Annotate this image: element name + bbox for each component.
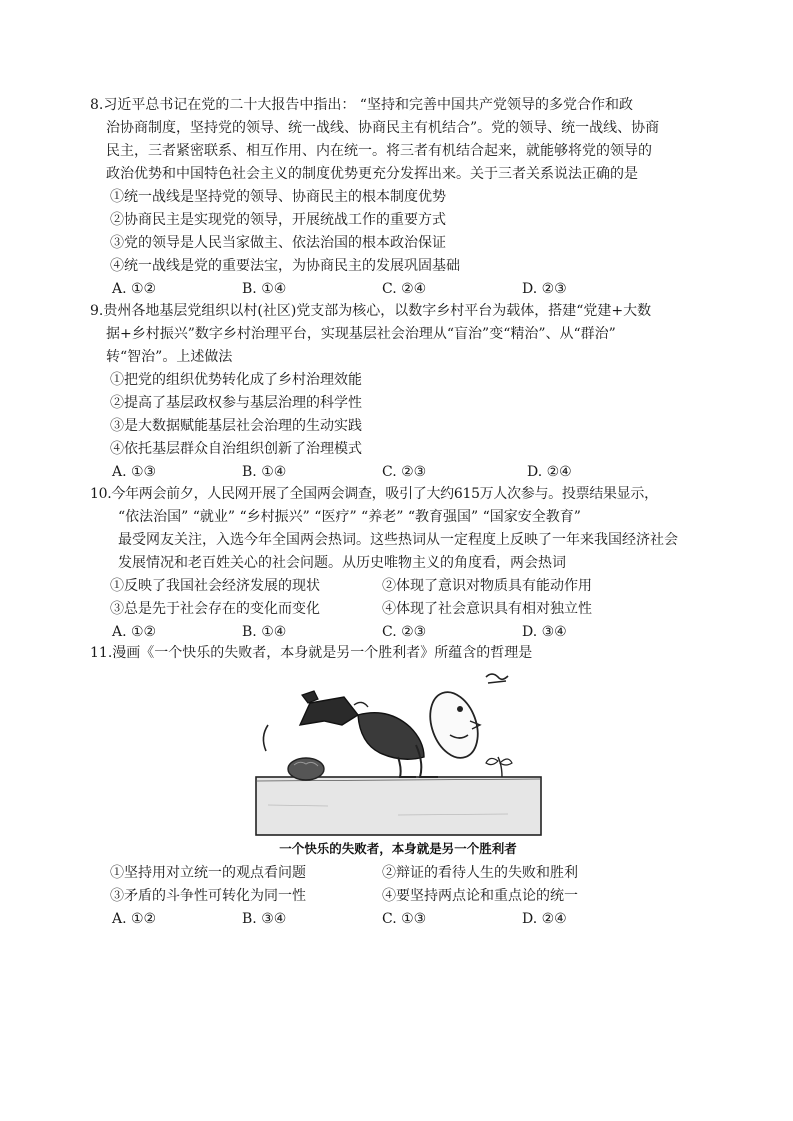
question-10-option-1: ①反映了我国社会经济发展的现状	[110, 578, 320, 594]
question-11-answers	[90, 908, 710, 931]
question-10-option-4: ④体现了社会意识具有相对独立性	[382, 601, 592, 617]
answer-b[interactable]: B. ①④	[242, 281, 287, 297]
question-9-option-3: ③是大数据赋能基层社会治理的生动实践	[110, 418, 362, 434]
question-9-option-4: ④依托基层群众自治组织创新了治理模式	[110, 441, 362, 457]
rock	[288, 758, 324, 780]
question-10-options-row-1	[90, 575, 710, 598]
figure-eye	[457, 706, 463, 712]
question-8-answers	[90, 278, 710, 301]
question-11-option-2: ②辩证的看待人生的失败和胜利	[382, 865, 578, 881]
question-8-option-4: ④统一战线是党的重要法宝，为协商民主的发展巩固基础	[110, 258, 460, 274]
squiggle-mark	[488, 681, 506, 683]
question-10-line-2: “依法治国” “就业” “乡村振兴” “医疗” “养老” “教育强国” “国家安全教育”	[118, 509, 581, 525]
answer-b[interactable]: B. ①④	[242, 624, 287, 640]
answer-a[interactable]: A. ①②	[112, 281, 157, 297]
question-10-answers	[90, 621, 710, 644]
question-9-option-2: ②提高了基层政权参与基层治理的科学性	[110, 395, 362, 411]
answer-c[interactable]: C. ②④	[382, 281, 427, 297]
question-10-option-3: ③总是先于社会存在的变化而变化	[110, 601, 320, 617]
cartoon-caption: 一个快乐的失败者，本身就是另一个胜利者	[279, 841, 517, 856]
answer-a[interactable]: A. ①②	[112, 911, 157, 927]
question-11-option-4: ④要坚持两点论和重点论的统一	[382, 888, 578, 904]
question-9-line-3: 转“智治”。上述做法	[106, 349, 233, 365]
answer-a[interactable]: A. ①②	[112, 624, 157, 640]
question-11	[90, 642, 710, 665]
question-10-line-1: 10.今年两会前夕，人民网开展了全国两会调查，吸引了大约615万人次参与。投票结果显示，	[90, 486, 658, 502]
question-8-line-3: 民主，三者紧密联系、相互作用、内在统一。将三者有机结合起来，就能够将党的领导的	[106, 143, 652, 159]
answer-d[interactable]: D. ②④	[522, 911, 567, 927]
question-10	[90, 483, 710, 644]
answer-b[interactable]: B. ③④	[242, 911, 287, 927]
question-8-line-4: 政治优势和中国特色社会主义的制度优势更充分发挥出来。关于三者关系说法正确的是	[106, 166, 638, 182]
question-8-line-1: 8.习近平总书记在党的二十大报告中指出： “坚持和完善中国共产党领导的多党合作和政	[90, 97, 633, 113]
question-11-option-1: ①坚持用对立统一的观点看问题	[110, 865, 306, 881]
answer-d[interactable]: D. ②③	[522, 281, 567, 297]
answer-d[interactable]: D. ③④	[522, 624, 567, 640]
question-10-line-3: 最受网友关注，入选今年全国两会热词。这些热词从一定程度上反映了一年来我国经济社会	[118, 532, 678, 548]
question-10-options-row-2	[90, 598, 710, 621]
question-9-answers	[90, 461, 710, 484]
question-9-option-1: ①把党的组织优势转化成了乡村治理效能	[110, 372, 362, 388]
sprout	[498, 757, 502, 777]
question-8-option-3: ③党的领导是人民当家做主、依法治国的根本政治保证	[110, 235, 446, 251]
question-11-option-3: ③矛盾的斗争性可转化为同一性	[110, 888, 306, 904]
answer-c[interactable]: C. ②③	[382, 624, 427, 640]
question-11-line-1: 11.漫画《一个快乐的失败者，本身就是另一个胜利者》所蕴含的哲理是	[90, 645, 533, 661]
cartoon-drawing	[248, 665, 548, 860]
answer-a[interactable]: A. ①③	[112, 464, 157, 480]
answer-c[interactable]: C. ②③	[382, 464, 427, 480]
question-8-option-1: ①统一战线是坚持党的领导、协商民主的根本制度优势	[110, 189, 446, 205]
question-9	[90, 300, 710, 484]
figure-head	[422, 686, 487, 765]
question-10-line-4: 发展情况和老百姓关心的社会问题。从历史唯物主义的角度看，两会热词	[118, 555, 566, 571]
question-11-options	[90, 862, 710, 931]
answer-d[interactable]: D. ②④	[527, 464, 572, 480]
figure-shoe	[302, 691, 318, 703]
question-10-option-2: ②体现了意识对物质具有能动作用	[382, 578, 592, 594]
answer-b[interactable]: B. ①④	[242, 464, 287, 480]
cartoon-illustration	[248, 665, 548, 860]
question-8	[90, 94, 710, 301]
question-9-line-1: 9.贵州各地基层党组织以村(社区)党支部为核心，以数字乡村平台为载体，搭建“党建+大数	[90, 303, 652, 319]
question-11-options-row-2	[90, 885, 710, 908]
squiggle-mark	[486, 674, 508, 679]
figure-body	[358, 713, 424, 760]
ground-block	[256, 777, 541, 835]
question-11-options-row-1	[90, 862, 710, 885]
answer-c[interactable]: C. ①③	[382, 911, 427, 927]
question-8-option-2: ②协商民主是实现党的领导，开展统战工作的重要方式	[110, 212, 446, 228]
question-8-line-2: 治协商制度，坚持党的领导、统一战线、协商民主有机结合”。党的领导、统一战线、协商	[106, 120, 660, 136]
question-9-line-2: 据+乡村振兴”数字乡村治理平台，实现基层社会治理从“盲治”变“精治”、从“群治”	[106, 326, 616, 342]
